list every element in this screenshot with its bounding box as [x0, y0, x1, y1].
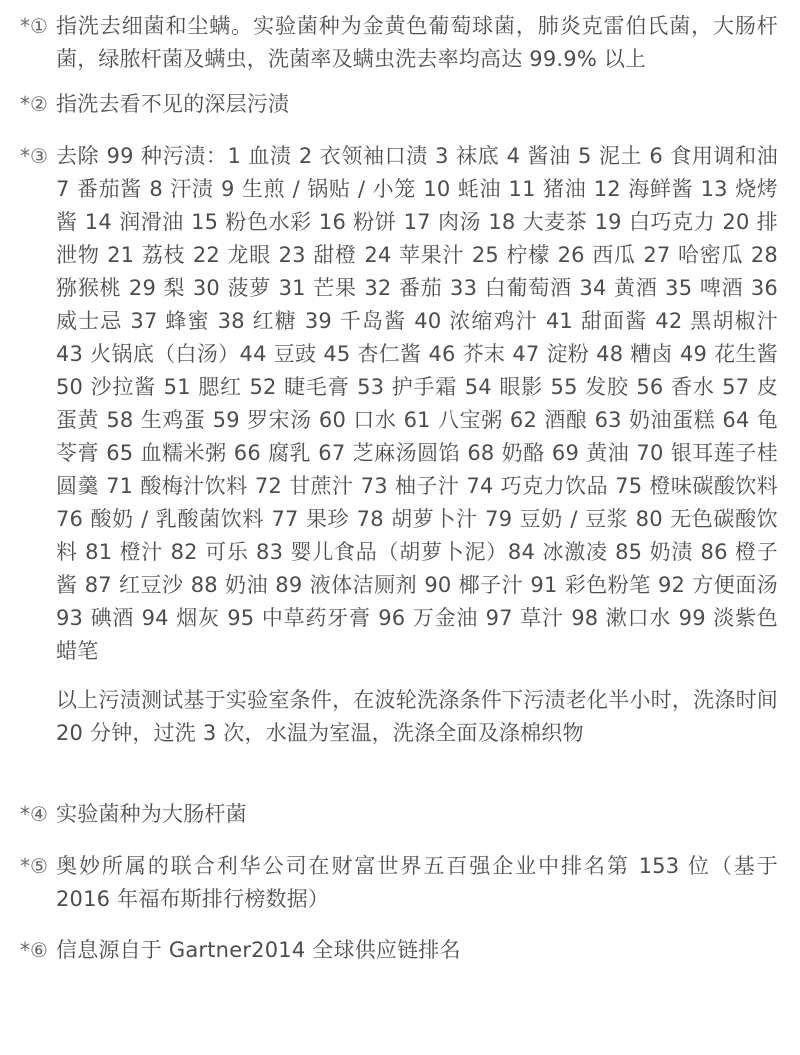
footnote-text: 指洗去看不见的深层污渍: [56, 92, 290, 116]
footnote-text: 奥妙所属的联合利华公司在财富世界五百强企业中排名第 153 位（基于 2016 年福布斯排行榜数据）: [56, 854, 778, 911]
footnote-test-conditions: 以上污渍测试基于实验室条件，在波轮洗涤条件下污渍老化半小时，洗涤时间 20 分钟，过洗 3 次，水温为室温，洗涤全面及涤棉织物: [56, 688, 778, 745]
footnote-text: 指洗去细菌和尘螨。实验菌种为金黄色葡萄球菌，肺炎克雷伯氏菌，大肠杆菌，绿脓杆菌及螨虫，洗菌率及螨虫洗去率均高达 99.9% 以上: [56, 14, 778, 71]
footnote-marker: *①: [20, 14, 48, 38]
footnote-text: 实验菌种为大肠杆菌: [56, 802, 247, 826]
footnote-marker: *⑤: [20, 854, 48, 878]
footnote-text: 去除 99 种污渍：1 血渍 2 衣领袖口渍 3 袜底 4 酱油 5 泥土 6 食用调和油 7 番茄酱 8 汗渍 9 生煎 / 锅贴 / 小笼 10 蚝油 11 猪油 12 海鲜酱 13 烧烤酱 14 润滑油 15 粉色水彩 16 粉饼 17 肉汤 18 大麦茶 19 白巧克力 20 排泄物 21 荔枝 22 龙眼 23 甜橙 24 苹果汁 25 柠檬 26 西瓜 27 哈密瓜 28 猕猴桃 29 梨 30 菠萝 31 芒果 32 番茄 33 白葡萄酒 34 黄酒 35 啤酒 36 威士忌 37 蜂蜜 38 红糖 39 千岛酱 40 浓缩鸡汁 41 甜面酱 42 黑胡椒汁 43 火锅底（白汤）44 豆豉 45 杏仁酱 46 芥末 47 淀粉 48 糟卤 49 花生酱 50 沙拉酱 51 腮红 52 睫毛膏 53 护手霜 54 眼影 55 发胶 56 香水 57 皮蛋黄 58 生鸡蛋 59 罗宋汤 60 口水 61 八宝粥 62 酒酿 63 奶油蛋糕 64 龟苓膏 65 血糯米粥 66 腐乳 67 芝麻汤圆馅 68 奶酪 69 黄油 70 银耳莲子桂圆羹 71 酸梅汁饮料 72 甘蔗汁 73 柚子汁 74 巧克力饮品 75 橙味碳酸饮料 76 酸奶 / 乳酸菌饮料 77 果珍 78 胡萝卜汁 79 豆奶 / 豆浆 80 无色碳酸饮料 81 橙汁 82 可乐 83 婴儿食品（胡萝卜泥）84 冰激凌 85 奶渍 86 橙子酱 87 红豆沙 88 奶油 89 液体洁厕剂 90 椰子汁 91 彩色粉笔 92 方便面汤 93 碘酒 94 烟灰 95 中草药牙膏 96 万金油 97 草汁 98 漱口水 99 淡紫色蜡笔: [56, 144, 778, 663]
footnote-marker: *④: [20, 802, 48, 826]
footnote-marker: *②: [20, 92, 48, 116]
footnote-marker: *③: [20, 144, 48, 168]
footnote-text: 信息源自于 Gartner2014 全球供应链排名: [56, 938, 461, 962]
footnote-marker: *⑥: [20, 938, 48, 962]
